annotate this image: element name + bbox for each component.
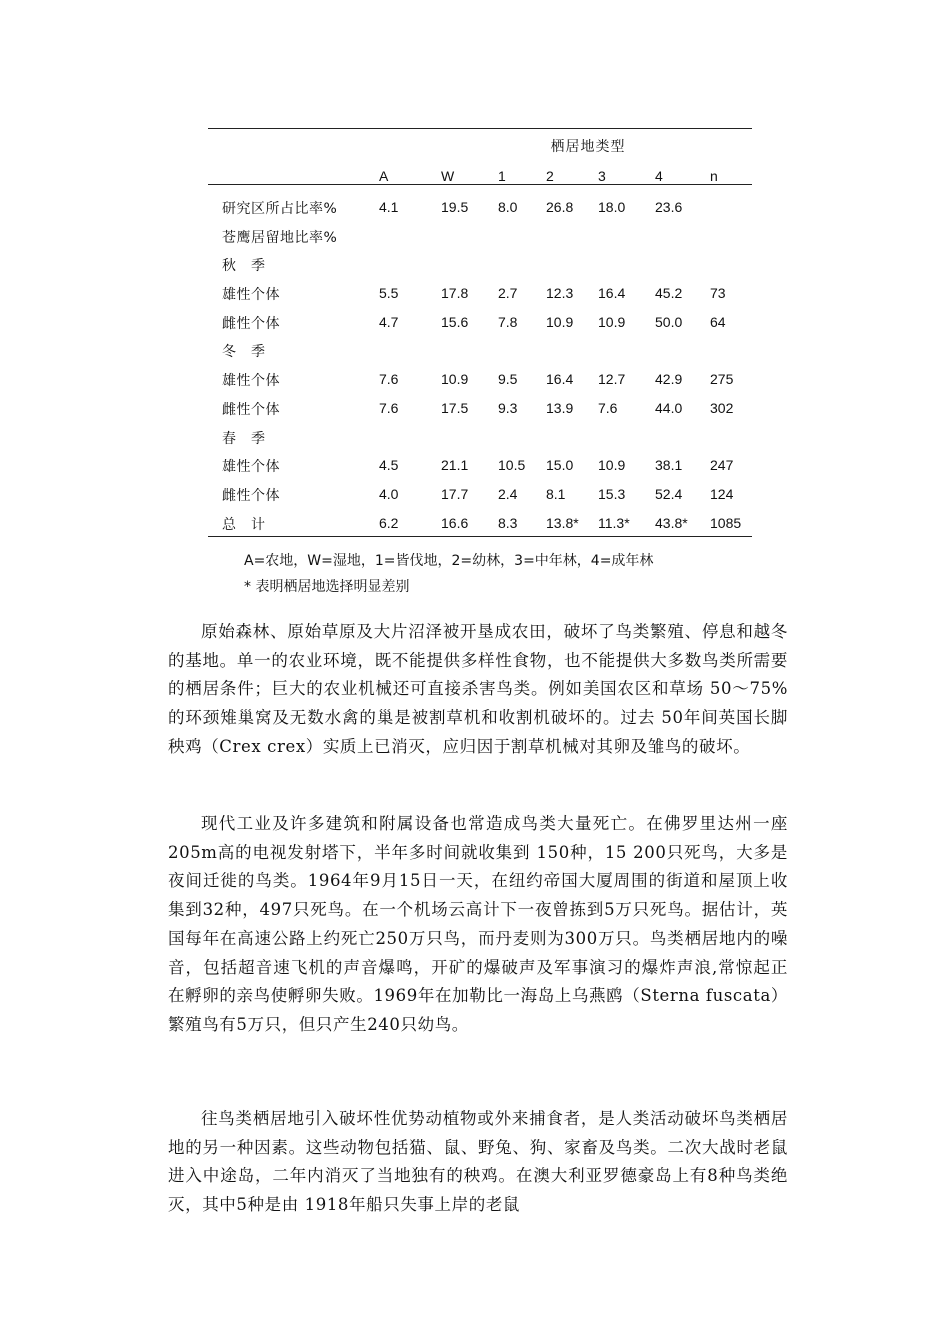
table-cell: 21.1: [441, 457, 469, 474]
row-label: 雄性个体: [222, 373, 280, 390]
table-cell: 247: [710, 457, 734, 474]
table-cell: 10.9: [546, 313, 574, 330]
table-bottom-rule: [208, 536, 752, 537]
table-cell: 12.7: [598, 371, 626, 388]
col-head-a: A: [379, 168, 389, 184]
table-cell: 7.6: [598, 399, 618, 416]
section-label-winter: 冬 季: [222, 344, 266, 361]
table-cell: 7.6: [379, 399, 399, 416]
table-row-section: [208, 424, 752, 453]
table-cell: 16.4: [546, 371, 574, 388]
row-label: 雄性个体: [222, 287, 280, 304]
table-cell: 1085: [710, 514, 742, 531]
table-cell: 12.3: [546, 285, 574, 302]
table-notes: [244, 548, 653, 600]
table-cell: 4.1: [379, 199, 399, 215]
table-cell: 43.8*: [655, 514, 688, 531]
table-cell: 4.7: [379, 313, 399, 330]
table-note-legend: A=农地，W=湿地，1=皆伐地，2=幼林，3=中年林，4=成年林: [244, 553, 654, 569]
table-cell: 10.9: [598, 313, 626, 330]
table-cell: 16.6: [441, 514, 469, 531]
table-cell: 52.4: [655, 485, 683, 502]
table-group-title: 栖居地类型: [550, 139, 626, 155]
table-cell: 9.3: [498, 399, 518, 416]
table-header-rule: [208, 184, 752, 185]
table-cell: 73: [710, 285, 726, 302]
table-cell: 42.9: [655, 371, 683, 388]
table-cell: 15.6: [441, 313, 469, 330]
table-cell: 44.0: [655, 399, 683, 416]
section-label-spring: 春 季: [222, 430, 266, 447]
table-cell: 10.9: [441, 371, 469, 388]
table-cell: 8.3: [498, 514, 518, 531]
table-cell: 8.0: [498, 199, 518, 215]
row-label: 雄性个体: [222, 459, 280, 476]
table-cell: 8.1: [546, 485, 566, 502]
table-cell: 10.5: [498, 457, 526, 474]
table-top-rule: [208, 128, 752, 129]
table-row-section: [208, 251, 752, 280]
table-cell: 19.5: [441, 199, 469, 215]
table-body: [208, 194, 752, 538]
col-head-w: W: [441, 168, 455, 184]
table-cell: 18.0: [598, 199, 626, 215]
table-cell: 2.7: [498, 285, 518, 302]
table-cell: 64: [710, 313, 726, 330]
row-label: 雌性个体: [222, 487, 280, 504]
col-head-3: 3: [598, 168, 606, 184]
row-label: 研究区所占比率%: [222, 201, 338, 217]
row-label: 苍鹰居留地比率%: [222, 229, 338, 246]
table-cell: 15.3: [598, 485, 626, 502]
table-cell: 7.6: [379, 371, 399, 388]
table-cell: 124: [710, 485, 734, 502]
table-cell: 50.0: [655, 313, 683, 330]
table-cell: 15.0: [546, 457, 574, 474]
table-cell: 4.0: [379, 485, 399, 502]
table-cell: 45.2: [655, 285, 683, 302]
table-row-total: [208, 510, 752, 539]
table-note-significance: * 表明栖居地选择明显差别: [244, 579, 410, 595]
table-row: [208, 395, 752, 424]
table-row-section: [208, 337, 752, 366]
row-label: 雌性个体: [222, 315, 280, 332]
col-head-4: 4: [655, 168, 663, 184]
table-cell: 7.8: [498, 313, 518, 330]
table-cell: 17.7: [441, 485, 469, 502]
table-cell: 13.8*: [546, 514, 579, 531]
table-cell: 275: [710, 371, 734, 388]
body-paragraph-1: 原始森林、原始草原及大片沼泽被开垦成农田，破坏了鸟类繁殖、停息和越冬的基地。单一的农业环境，既不能提供多样性食物，也不能提供大多数鸟类所需要的栖居条件；巨大的农业机械还可直接杀害鸟类。例如美国农区和草场 50～75%的环颈雉巢窝及无数水禽的巢是被割草机和收割机破坏的。过去 50年间英国长脚秧鸡（Crex crex）实质上已消灭，应归因于割草机械对其卵及雏鸟的破坏。: [168, 622, 788, 756]
table-row: [208, 194, 752, 223]
table-row: [208, 481, 752, 510]
row-label: 雌性个体: [222, 401, 280, 418]
row-label-total: 总 计: [222, 516, 266, 533]
table-cell: 10.9: [598, 457, 626, 474]
table-cell: 6.2: [379, 514, 399, 531]
table-cell: 13.9: [546, 399, 574, 416]
table-cell: 11.3*: [598, 514, 630, 531]
body-paragraph-2: 现代工业及许多建筑和附属设备也常造成鸟类大量死亡。在佛罗里达州一座205m高的电视发射塔下，半年多时间就收集到 150种，15 200只死鸟，大多是夜间迁徙的鸟类。1964年9月15日一天，在纽约帝国大厦周围的街道和屋顶上收集到32种，497只死鸟。在一个机场云高计下一夜曾拣到5万只死鸟。据估计，英国每年在高速公路上约死亡250万只鸟，而丹麦则为300万只。鸟类栖居地内的噪音，包括超音速飞机的声音爆鸣，开矿的爆破声及军事演习的爆炸声浪,常惊起正在孵卵的亲鸟使孵卵失败。1969年在加勒比一海岛上乌燕鸥（Sterna fuscata）繁殖鸟有5万只，但只产生240只幼鸟。: [168, 814, 788, 1034]
table-cell: 17.8: [441, 285, 469, 302]
table-cell: 17.5: [441, 399, 469, 416]
col-head-2: 2: [546, 168, 554, 184]
table-row: [208, 366, 752, 395]
body-paragraph-3: 往鸟类栖居地引入破坏性优势动植物或外来捕食者，是人类活动破坏鸟类栖居地的另一种因素。这些动物包括猫、鼠、野兔、狗、家畜及鸟类。二次大战时老鼠进入中途岛，二年内消灭了当地独有的秧鸡。在澳大利亚罗德豪岛上有8种鸟类绝灭，其中5种是由 1918年船只失事上岸的老鼠: [168, 1109, 788, 1215]
table-cell: 26.8: [546, 199, 574, 215]
table-cell: 9.5: [498, 371, 518, 388]
table-cell: 302: [710, 399, 734, 416]
table-cell: 5.5: [379, 285, 399, 302]
table-cell: 23.6: [655, 199, 683, 215]
col-head-1: 1: [498, 168, 506, 184]
table-cell: 4.5: [379, 457, 399, 474]
table-header-row: [208, 168, 752, 188]
col-head-n: n: [710, 168, 718, 184]
table-row: [208, 280, 752, 309]
table-row: [208, 452, 752, 481]
table-cell: 38.1: [655, 457, 683, 474]
table-cell: 16.4: [598, 285, 626, 302]
section-label-autumn: 秋 季: [222, 258, 266, 275]
table-cell: 2.4: [498, 485, 518, 502]
table-row: [208, 223, 752, 252]
table-row: [208, 309, 752, 338]
